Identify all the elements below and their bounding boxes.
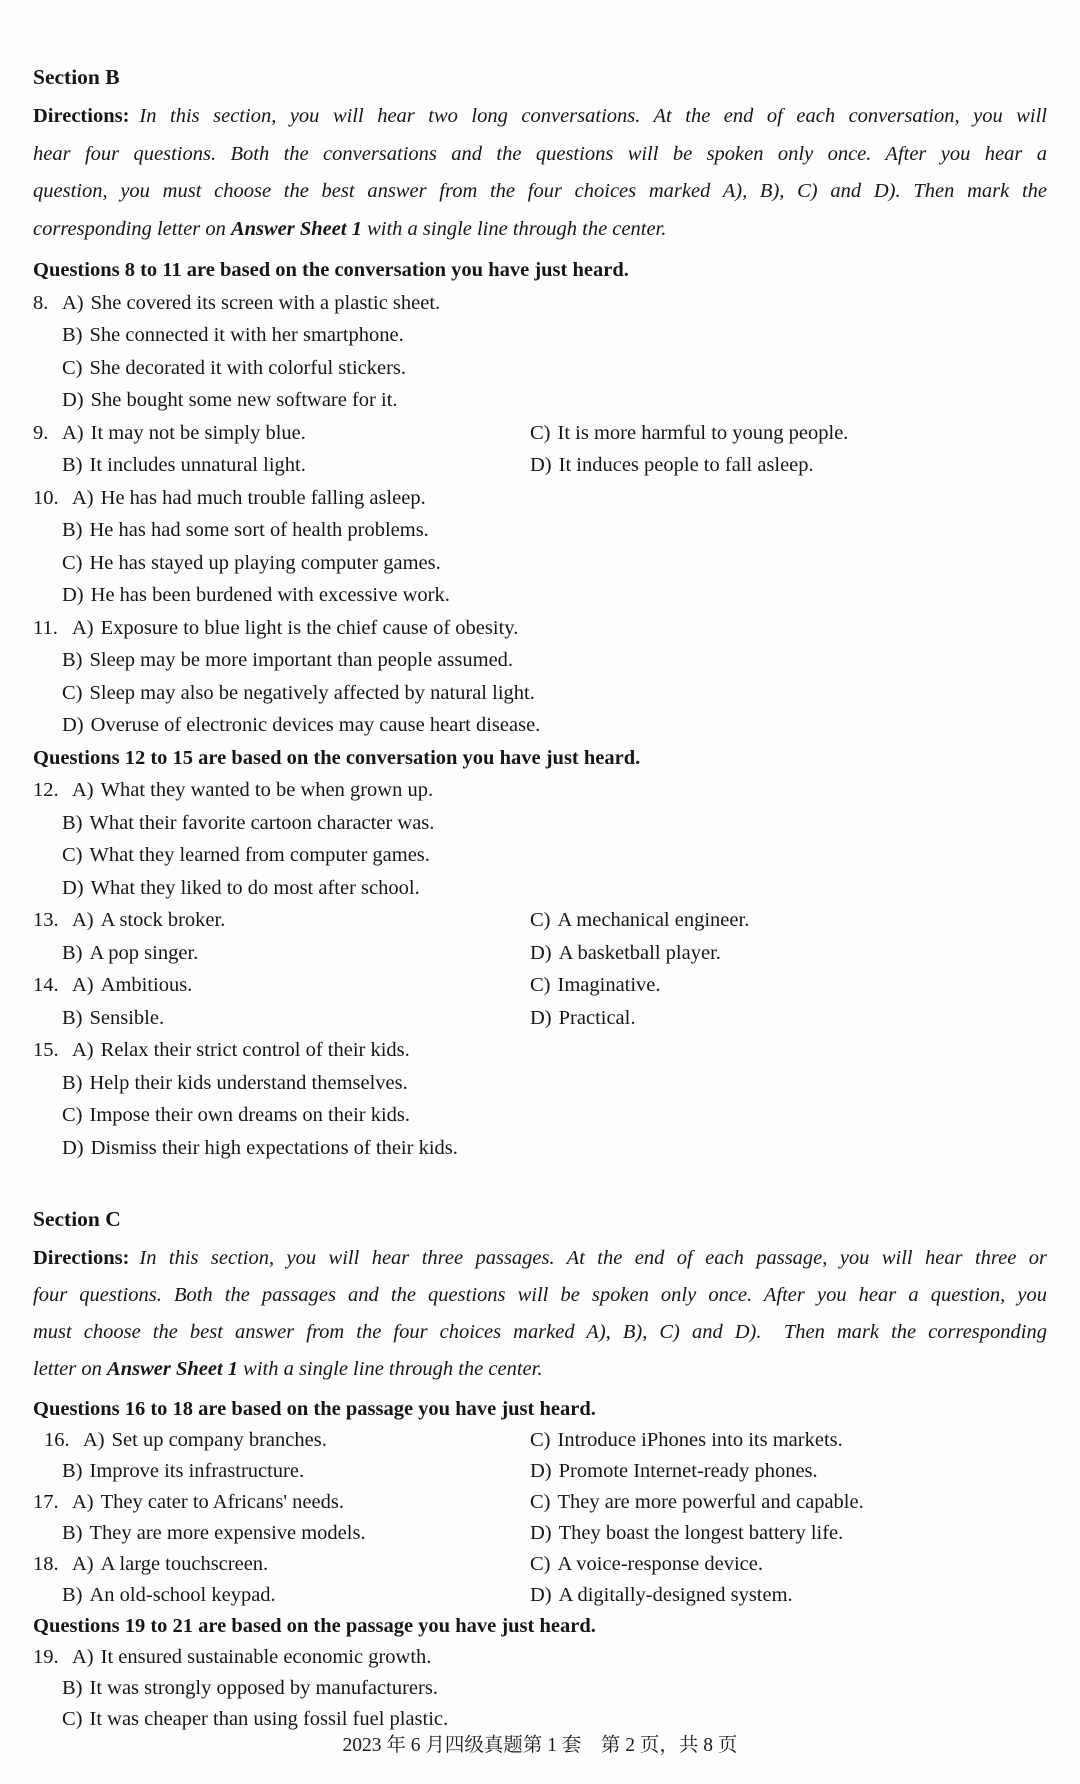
question-line	[33, 514, 1047, 547]
option-label: C)	[530, 1429, 551, 1451]
option-label: A)	[72, 1491, 94, 1513]
question-line	[33, 352, 1047, 385]
option-label: B)	[62, 1677, 83, 1699]
question-line	[33, 1132, 1047, 1165]
option	[62, 1456, 304, 1487]
option-text: He has been burdened with excessive work.	[90, 584, 450, 606]
option-text: Practical.	[558, 1006, 636, 1029]
option	[62, 449, 306, 482]
option-text: She bought some new software for it.	[90, 389, 398, 411]
option-label: D)	[530, 1522, 552, 1544]
directions-label: Directions:	[33, 1247, 130, 1269]
option-label: B)	[62, 324, 83, 346]
page-footer: 2023 年 6 月四级真题第 1 套 第 2 页，共 8 页	[342, 1735, 738, 1756]
question-group-heading: Questions 8 to 11 are based on the conversation you have just heard.	[33, 259, 629, 281]
option-text: It was cheaper than using fossil fuel plastic.	[89, 1708, 449, 1730]
option-text: It induces people to fall asleep.	[558, 454, 814, 476]
question-line	[33, 1002, 1047, 1035]
exam-content	[33, 62, 1047, 1735]
question-line	[33, 1580, 1047, 1611]
question-number	[33, 514, 62, 547]
question-number	[33, 839, 62, 872]
directions-line	[33, 1240, 1047, 1277]
directions-text: letter on	[33, 1358, 108, 1380]
option	[530, 417, 848, 450]
option	[530, 1456, 818, 1487]
option-label: C)	[62, 551, 83, 574]
directions-line	[33, 1277, 1047, 1314]
answer-sheet-reference: Answer Sheet 1	[230, 217, 362, 240]
option-text: What they learned from computer games.	[89, 844, 430, 866]
option-text: Help their kids understand themselves.	[89, 1071, 408, 1094]
directions-text: with a single line through the center.	[361, 217, 667, 240]
option	[62, 514, 429, 547]
section-section-c	[33, 1204, 1047, 1735]
question-left-cell	[33, 1425, 530, 1456]
question-number	[33, 872, 62, 905]
option-label: D)	[62, 389, 84, 411]
option-label: D)	[530, 941, 552, 964]
option-label: A)	[72, 1553, 94, 1575]
option-text: He has had much trouble falling asleep.	[100, 486, 426, 509]
question-line	[33, 904, 1047, 937]
option-text: What they liked to do most after school.	[90, 876, 420, 899]
question-number: 12.	[33, 779, 59, 801]
option-text: It was strongly opposed by manufacturers.	[89, 1677, 438, 1699]
question-line	[33, 449, 1047, 482]
option	[72, 1642, 431, 1673]
option-label: C)	[530, 909, 551, 931]
directions-text: must choose the best answer from the four choices marked A), B), C) and D). Then mark the corresponding	[33, 1321, 1047, 1343]
question-number	[33, 1673, 62, 1704]
option-label: D)	[530, 1584, 552, 1606]
option-text: Overuse of electronic devices may cause heart disease.	[90, 714, 541, 736]
option	[62, 384, 398, 417]
option-text: Dismiss their high expectations of their kids.	[90, 1136, 458, 1159]
question-line	[33, 1549, 1047, 1580]
question-number	[33, 319, 62, 352]
option-label: A)	[72, 909, 94, 931]
question-number	[33, 677, 62, 710]
question-left-cell	[33, 969, 530, 1002]
question-number	[33, 384, 62, 417]
option-text: A large touchscreen.	[100, 1553, 269, 1575]
question-number	[33, 709, 62, 742]
option	[62, 1518, 366, 1549]
option	[62, 352, 406, 385]
option-label: D)	[530, 454, 552, 476]
option	[62, 937, 198, 970]
option	[530, 1549, 763, 1580]
option-label: D)	[530, 1460, 552, 1482]
question-left-cell	[33, 1549, 530, 1580]
option-text: They cater to Africans' needs.	[100, 1491, 344, 1513]
question-number	[33, 937, 62, 970]
directions-line	[33, 98, 1047, 136]
question-number	[33, 1580, 62, 1611]
option	[72, 1487, 344, 1518]
question-line	[33, 287, 1047, 320]
question-left-cell	[33, 417, 530, 450]
question-number	[33, 644, 62, 677]
option-label: D)	[62, 1136, 84, 1159]
question-group-heading: Questions 16 to 18 are based on the passage you have just heard.	[33, 1398, 596, 1420]
option	[62, 1673, 438, 1704]
option	[62, 1067, 408, 1100]
question-number	[33, 579, 62, 612]
section-title: Section B	[33, 65, 120, 89]
option-label: C)	[530, 974, 551, 996]
option	[72, 482, 426, 515]
option-text: Introduce iPhones into its markets.	[557, 1429, 843, 1451]
question-line	[33, 1642, 1047, 1673]
question-line	[33, 644, 1047, 677]
option-label: B)	[62, 811, 83, 834]
question-line	[33, 547, 1047, 580]
question-number	[33, 1456, 62, 1487]
question-line	[33, 417, 1047, 450]
question-line	[33, 677, 1047, 710]
option-label: B)	[62, 649, 83, 671]
option-label: C)	[530, 1491, 551, 1513]
option-label: C)	[62, 356, 83, 379]
option	[72, 612, 518, 645]
question-line	[33, 774, 1047, 807]
option-text: He has had some sort of health problems.	[89, 519, 429, 541]
option	[62, 547, 441, 580]
question-number: 17.	[33, 1491, 59, 1513]
directions-line	[33, 173, 1047, 211]
option	[530, 1002, 635, 1035]
question-number	[33, 547, 62, 580]
option-text: What their favorite cartoon character was.	[89, 811, 435, 834]
question-number	[33, 807, 62, 840]
option-label: A)	[72, 1039, 94, 1061]
option	[62, 644, 513, 677]
option	[530, 1580, 793, 1611]
option-text: She covered its screen with a plastic sheet.	[90, 291, 441, 314]
question-left-cell	[33, 904, 530, 937]
question-line	[33, 807, 1047, 840]
question-number: 8.	[33, 291, 49, 314]
question-group-heading: Questions 12 to 15 are based on the conversation you have just heard.	[33, 746, 641, 769]
option-text: Relax their strict control of their kids.	[100, 1039, 410, 1061]
question-line	[33, 384, 1047, 417]
question-line	[33, 1099, 1047, 1132]
directions-text: question, you must choose the best answer from the four choices marked A), B), C) and D). Then mark the	[33, 180, 1047, 202]
directions-text: In this section, you will hear two long conversations. At the end of each conversation, you will	[139, 105, 1047, 127]
option-text: Set up company branches.	[111, 1429, 327, 1451]
option	[62, 872, 420, 905]
option	[72, 774, 433, 807]
option	[83, 1425, 327, 1456]
option	[72, 1549, 268, 1580]
option-label: A)	[72, 1646, 94, 1668]
directions-line	[33, 1314, 1047, 1351]
option-label: A)	[83, 1429, 105, 1451]
question-number: 11.	[33, 616, 58, 639]
question-line	[33, 1456, 1047, 1487]
question-line	[33, 1425, 1047, 1456]
question-left-cell	[33, 1518, 530, 1549]
option-text: Improve its infrastructure.	[89, 1460, 305, 1482]
option	[62, 1580, 276, 1611]
option-text: A digitally-designed system.	[558, 1584, 793, 1606]
option-label: B)	[62, 941, 83, 964]
option	[530, 1487, 864, 1518]
directions-text: corresponding letter on	[33, 217, 231, 240]
option	[62, 677, 535, 710]
question-number: 16.	[44, 1429, 70, 1451]
option-label: B)	[62, 1071, 83, 1094]
question-line	[33, 1034, 1047, 1067]
question-line	[33, 839, 1047, 872]
option-text: Exposure to blue light is the chief cause of obesity.	[100, 616, 519, 639]
option	[62, 319, 404, 352]
directions	[33, 1240, 1047, 1388]
question-line	[33, 482, 1047, 515]
question-line	[33, 612, 1047, 645]
question-line	[33, 709, 1047, 742]
option-text: Sleep may be more important than people assumed.	[89, 649, 514, 671]
option-text: A basketball player.	[558, 941, 721, 964]
option-label: C)	[530, 1553, 551, 1575]
option-text: Sensible.	[89, 1006, 165, 1029]
directions-text: hear four questions. Both the conversations and the questions will be spoken only once. After you hear a	[33, 142, 1047, 165]
option-text: Promote Internet-ready phones.	[558, 1460, 818, 1482]
question-number	[33, 1518, 62, 1549]
option	[62, 1099, 410, 1132]
section-title: Section C	[33, 1207, 121, 1231]
option-label: C)	[62, 681, 83, 704]
question-number: 10.	[33, 486, 59, 509]
question-left-cell	[33, 1487, 530, 1518]
section-section-b	[33, 62, 1047, 1164]
option-text: A stock broker.	[100, 909, 226, 931]
option	[530, 449, 814, 482]
option-text: They are more expensive models.	[89, 1522, 366, 1544]
option-text: It includes unnatural light.	[89, 454, 306, 476]
directions-line	[33, 211, 1047, 249]
option	[62, 287, 440, 320]
option	[530, 1425, 843, 1456]
question-number: 19.	[33, 1646, 59, 1668]
option-label: B)	[62, 1584, 83, 1606]
option-label: B)	[62, 1460, 83, 1482]
option	[62, 709, 540, 742]
option	[62, 417, 306, 450]
option	[72, 1034, 410, 1067]
option-label: B)	[62, 454, 83, 476]
option-label: B)	[62, 1522, 83, 1544]
option-label: B)	[62, 1006, 83, 1029]
question-line	[33, 1518, 1047, 1549]
directions-line	[33, 1351, 1047, 1388]
directions-label: Directions:	[33, 105, 130, 127]
option	[72, 969, 192, 1002]
option-label: A)	[62, 291, 84, 314]
question-left-cell	[33, 937, 530, 970]
option-text: Ambitious.	[100, 974, 193, 996]
question-number: 9.	[33, 421, 49, 444]
option-text: Imaginative.	[557, 974, 661, 996]
option-text: She connected it with her smartphone.	[89, 324, 404, 346]
question-number	[33, 1099, 62, 1132]
option-text: What they wanted to be when grown up.	[100, 779, 434, 801]
option-label: A)	[72, 486, 94, 509]
option	[530, 937, 721, 970]
question-number	[33, 352, 62, 385]
option-text: They boast the longest battery life.	[558, 1522, 844, 1544]
option-text: They are more powerful and capable.	[557, 1491, 864, 1513]
option-label: A)	[72, 974, 94, 996]
option-label: C)	[62, 1104, 83, 1126]
option-label: D)	[62, 714, 84, 736]
question-left-cell	[33, 1002, 530, 1035]
question-left-cell	[33, 1580, 530, 1611]
option-text: A voice-response device.	[557, 1553, 763, 1575]
question-number: 13.	[33, 909, 59, 931]
option	[530, 1518, 843, 1549]
option-label: C)	[62, 844, 83, 866]
option	[62, 807, 434, 840]
option-text: A mechanical engineer.	[557, 909, 750, 931]
directions-text: with a single line through the center.	[238, 1358, 543, 1380]
question-line	[33, 969, 1047, 1002]
option-label: D)	[62, 876, 84, 899]
option	[62, 839, 430, 872]
question-line	[33, 319, 1047, 352]
option-label: B)	[62, 519, 83, 541]
question-line	[33, 579, 1047, 612]
question-left-cell	[33, 449, 530, 482]
question-line	[33, 1673, 1047, 1704]
option	[62, 1002, 164, 1035]
directions-text: four questions. Both the passages and the questions will be spoken only once. After you hear a question, you	[33, 1284, 1047, 1306]
question-line	[33, 937, 1047, 970]
question-number: 18.	[33, 1553, 59, 1575]
question-number	[33, 449, 62, 482]
option-text: A pop singer.	[89, 941, 199, 964]
question-number	[33, 1067, 62, 1100]
option-text: Impose their own dreams on their kids.	[89, 1104, 411, 1126]
option-label: D)	[62, 584, 84, 606]
option	[530, 904, 749, 937]
directions-text: In this section, you will hear three passages. At the end of each passage, you will hear three or	[139, 1247, 1047, 1269]
option	[530, 969, 661, 1002]
option	[62, 1132, 458, 1165]
option-text: It may not be simply blue.	[90, 421, 306, 444]
question-number	[33, 1002, 62, 1035]
answer-sheet-reference: Answer Sheet 1	[107, 1358, 239, 1380]
option-text: It is more harmful to young people.	[557, 421, 849, 444]
question-line	[33, 1487, 1047, 1518]
question-number: 14.	[33, 974, 59, 996]
option	[62, 579, 450, 612]
option-text: He has stayed up playing computer games.	[89, 551, 441, 574]
question-left-cell	[33, 1456, 530, 1487]
option-label: A)	[72, 616, 94, 639]
question-group-heading: Questions 19 to 21 are based on the passage you have just heard.	[33, 1615, 596, 1637]
option-text: It ensured sustainable economic growth.	[100, 1646, 432, 1668]
question-number: 15.	[33, 1039, 59, 1061]
option-label: A)	[72, 779, 94, 801]
option-text: Sleep may also be negatively affected by natural light.	[89, 681, 535, 704]
option	[72, 904, 225, 937]
option-label: C)	[62, 1708, 83, 1730]
option-label: D)	[530, 1006, 552, 1029]
question-number	[33, 1132, 62, 1165]
option-label: C)	[530, 421, 551, 444]
option-text: She decorated it with colorful stickers.	[89, 356, 407, 379]
option-text: An old-school keypad.	[89, 1584, 276, 1606]
directions-line	[33, 136, 1047, 174]
question-line	[33, 1067, 1047, 1100]
option-label: A)	[62, 421, 84, 444]
question-line	[33, 872, 1047, 905]
directions	[33, 98, 1047, 248]
